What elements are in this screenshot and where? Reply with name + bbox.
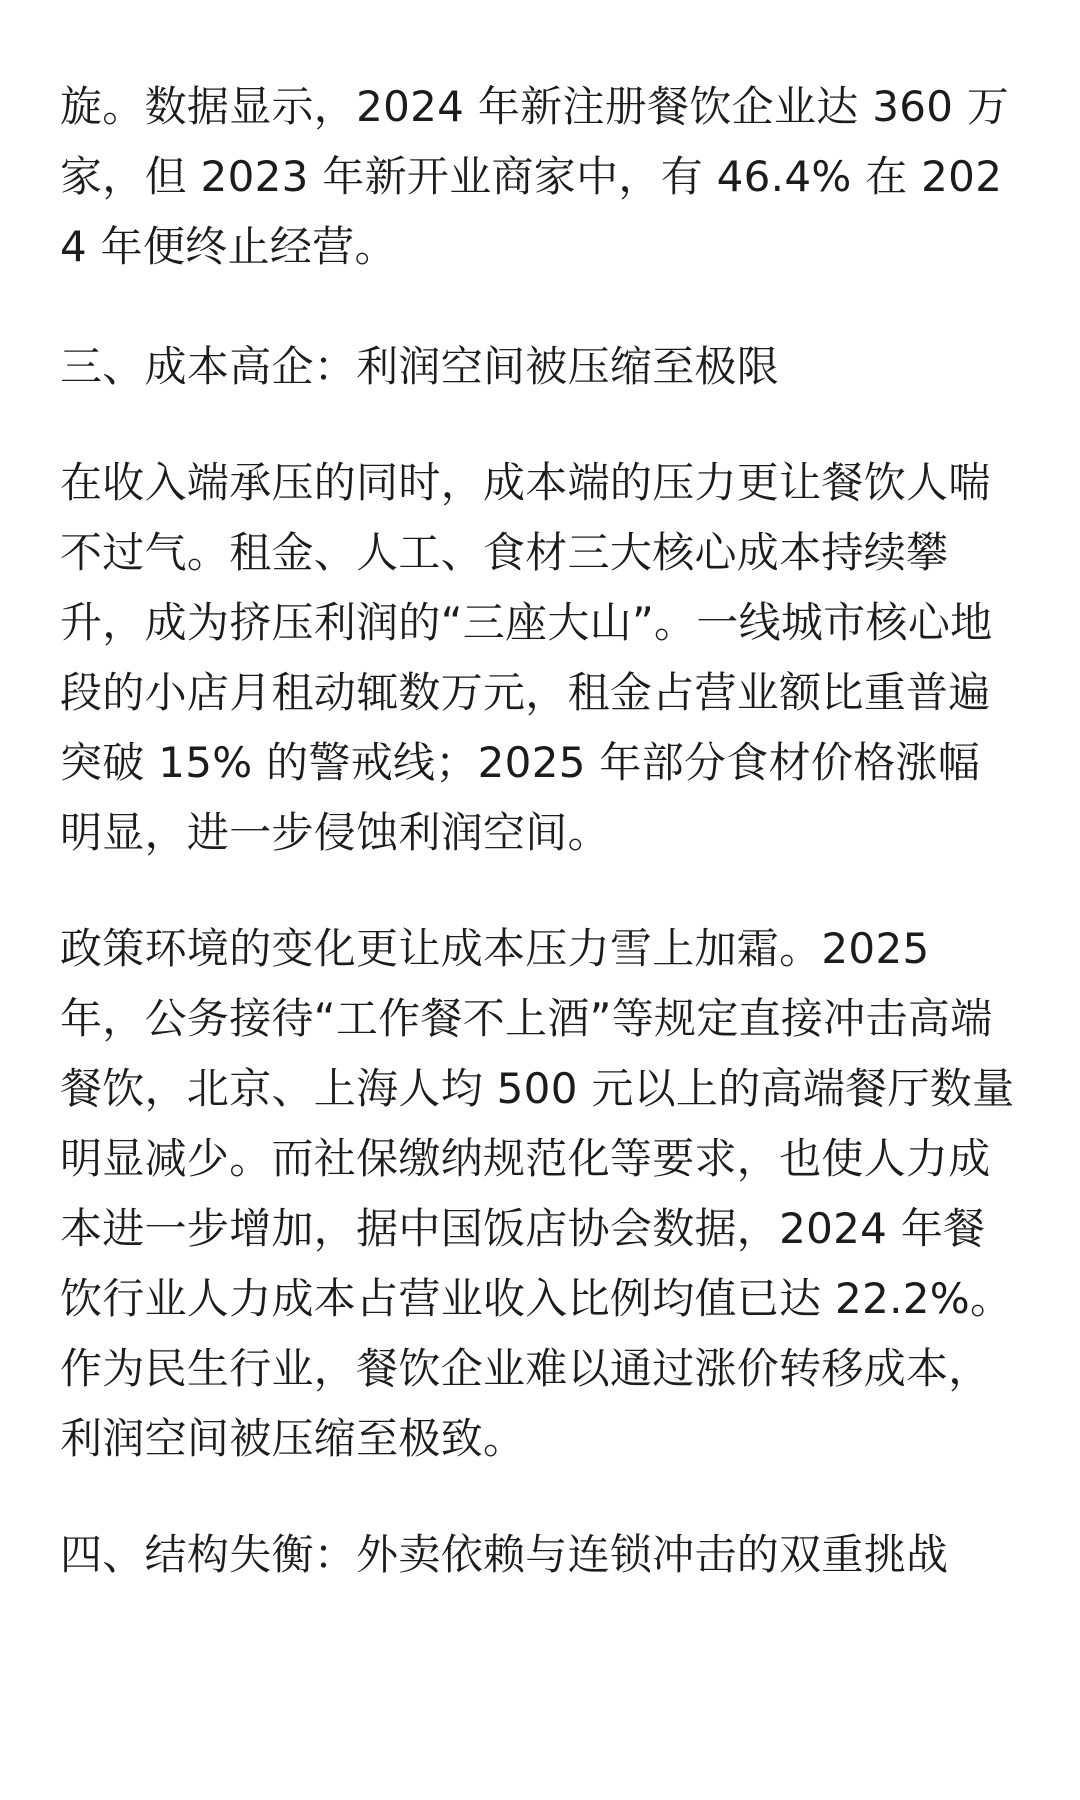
paragraph-intro-tail: 旋。数据显示，2024 年新注册餐饮企业达 360 万家，但 2023 年新开业商家中，有 46.4% 在 2024 年便终止经营。 bbox=[60, 82, 1010, 271]
paragraph-policy-environment: 政策环境的变化更让成本压力雪上加霜。2025 年，公务接待“工作餐不上酒”等规定直接冲击高端餐饮，北京、上海人均 500 元以上的高端餐厅数量明显减少。而社保缴纳规范化等要求，也使人力成本进一步增加，据中国饭店协会数据，2024 年餐饮行业人力成本占营业收入比例均值已达 22.2%。作为民生行业，餐饮企业难以通过涨价转移成本，利润空间被压缩至极致。 bbox=[60, 924, 1015, 1463]
paragraph-cost-pressure: 在收入端承压的同时，成本端的压力更让餐饮人喘不过气。租金、人工、食材三大核心成本持续攀升，成为挤压利润的“三座大山”。一线城市核心地段的小店月租动辄数万元，租金占营业额比重普遍突破 15% 的警戒线；2025 年部分食材价格涨幅明显，进一步侵蚀利润空间。 bbox=[60, 458, 993, 857]
section-heading-4: 四、结构失衡：外卖依赖与连锁冲击的双重挑战 bbox=[60, 1530, 949, 1579]
section-heading-3: 三、成本高企：利润空间被压缩至极限 bbox=[60, 342, 780, 391]
